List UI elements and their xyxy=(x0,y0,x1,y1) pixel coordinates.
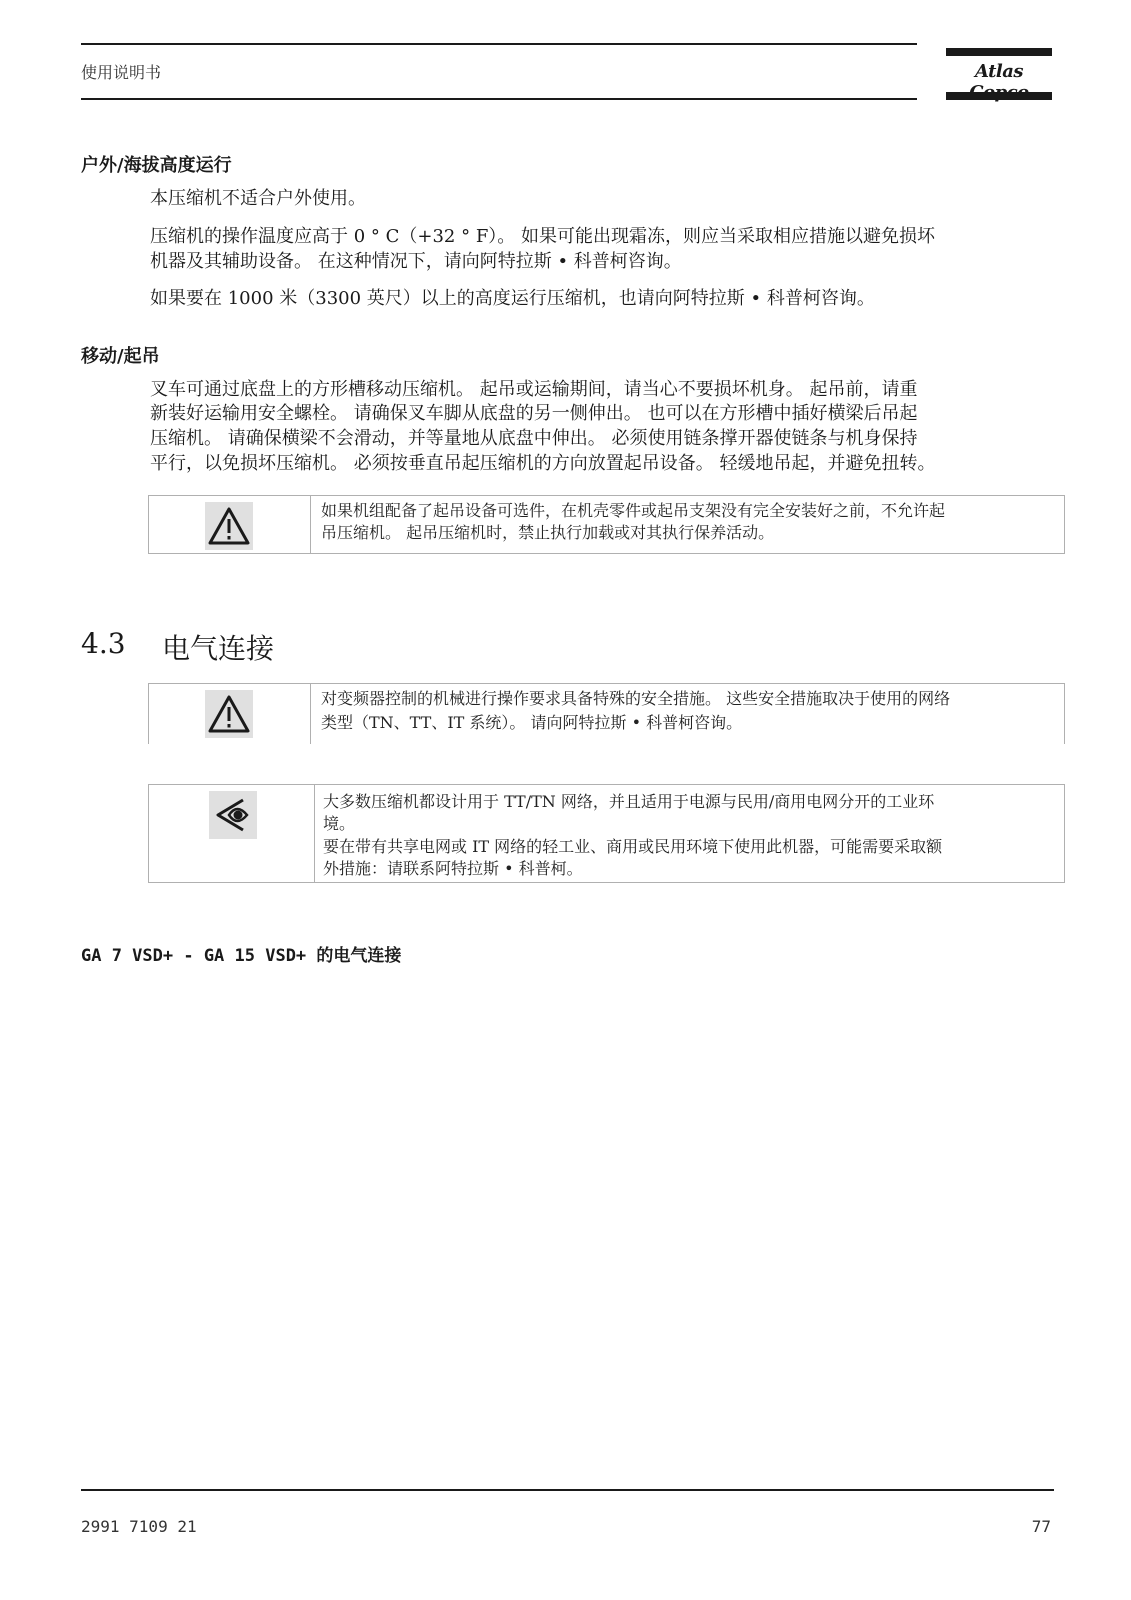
header-bottom-rule xyxy=(81,98,917,100)
atlas-copco-logo xyxy=(946,48,1052,100)
section-title: 电气连接 xyxy=(162,632,275,665)
note-line-3: 要在带有共享电网或 IT 网络的轻工业、商用或民用环境下使用此机器，可能需要采取额 xyxy=(323,837,943,856)
lifting-warning-line-1: 如果机组配备了起吊设备可选件，在机壳零件或起吊支架没有完全安装好之前，不允许起 xyxy=(321,501,946,520)
footer-rule xyxy=(81,1489,1054,1491)
section-heading-outdoor: 户外/海拔高度运行 xyxy=(81,155,232,176)
header-top-rule xyxy=(81,43,917,45)
moving-line-4: 平行，以免损坏压缩机。 必须按垂直吊起压缩机的方向放置起吊设备。 轻缓地吊起，并避免扭转。 xyxy=(150,453,936,474)
warning-triangle-icon xyxy=(205,502,253,550)
lifting-warning-line-2: 吊压缩机。 起吊压缩机时，禁止执行加载或对其执行保养活动。 xyxy=(321,523,775,542)
section-heading-moving: 移动/起吊 xyxy=(81,346,160,367)
note-line-1: 大多数压缩机都设计用于 TT/TN 网络，并且适用于电源与民用/商用电网分开的工业环 xyxy=(323,792,935,811)
header-title: 使用说明书 xyxy=(81,63,162,82)
moving-line-3: 压缩机。 请确保横梁不会滑动，并等量地从底盘中伸出。 必须使用链条撑开器使链条与机身保持 xyxy=(150,428,918,449)
moving-line-1: 叉车可通过底盘上的方形槽移动压缩机。 起吊或运输期间，请当心不要损坏机身。 起吊前，请重 xyxy=(150,379,918,400)
document-number: 2991 7109 21 xyxy=(81,1517,197,1536)
outdoor-paragraph-1: 本压缩机不适合户外使用。 xyxy=(150,188,366,209)
electrical-warning-line-2: 类型（TN、TT、IT 系统）。 请向阿特拉斯 • 科普柯咨询。 xyxy=(321,713,743,732)
warning-triangle-icon xyxy=(205,690,253,738)
electrical-warning-line-1: 对变频器控制的机械进行操作要求具备特殊的安全措施。 这些安全措施取决于使用的网络 xyxy=(321,689,951,708)
section-number: 4.3 xyxy=(81,627,126,660)
outdoor-paragraph-2-line-2: 机器及其辅助设备。 在这种情况下，请向阿特拉斯 • 科普柯咨询。 xyxy=(150,251,682,272)
note-line-2: 境。 xyxy=(323,814,356,833)
note-line-4: 外措施：请联系阿特拉斯 • 科普柯。 xyxy=(323,859,583,878)
outdoor-paragraph-3: 如果要在 1000 米（3300 英尺）以上的高度运行压缩机，也请向阿特拉斯 • 科普柯咨询。 xyxy=(150,288,875,309)
page-number: 77 xyxy=(1031,1517,1051,1536)
eye-note-icon xyxy=(209,791,257,839)
electrical-warning-box xyxy=(148,683,1065,744)
lifting-warning-box xyxy=(148,495,1065,554)
electrical-subheading: GA 7 VSD+ - GA 15 VSD+ 的电气连接 xyxy=(81,946,402,966)
logo-text: Atlas xyxy=(974,61,1024,82)
moving-line-2: 新装好运输用安全螺栓。 请确保叉车脚从底盘的另一侧伸出。 也可以在方形槽中插好横梁后吊起 xyxy=(150,403,918,424)
electrical-note-box xyxy=(148,784,1065,883)
outdoor-paragraph-2-line-1: 压缩机的操作温度应高于 0 ° C（+32 ° F）。 如果可能出现霜冻，则应当采取相应措施以避免损坏 xyxy=(150,226,936,247)
